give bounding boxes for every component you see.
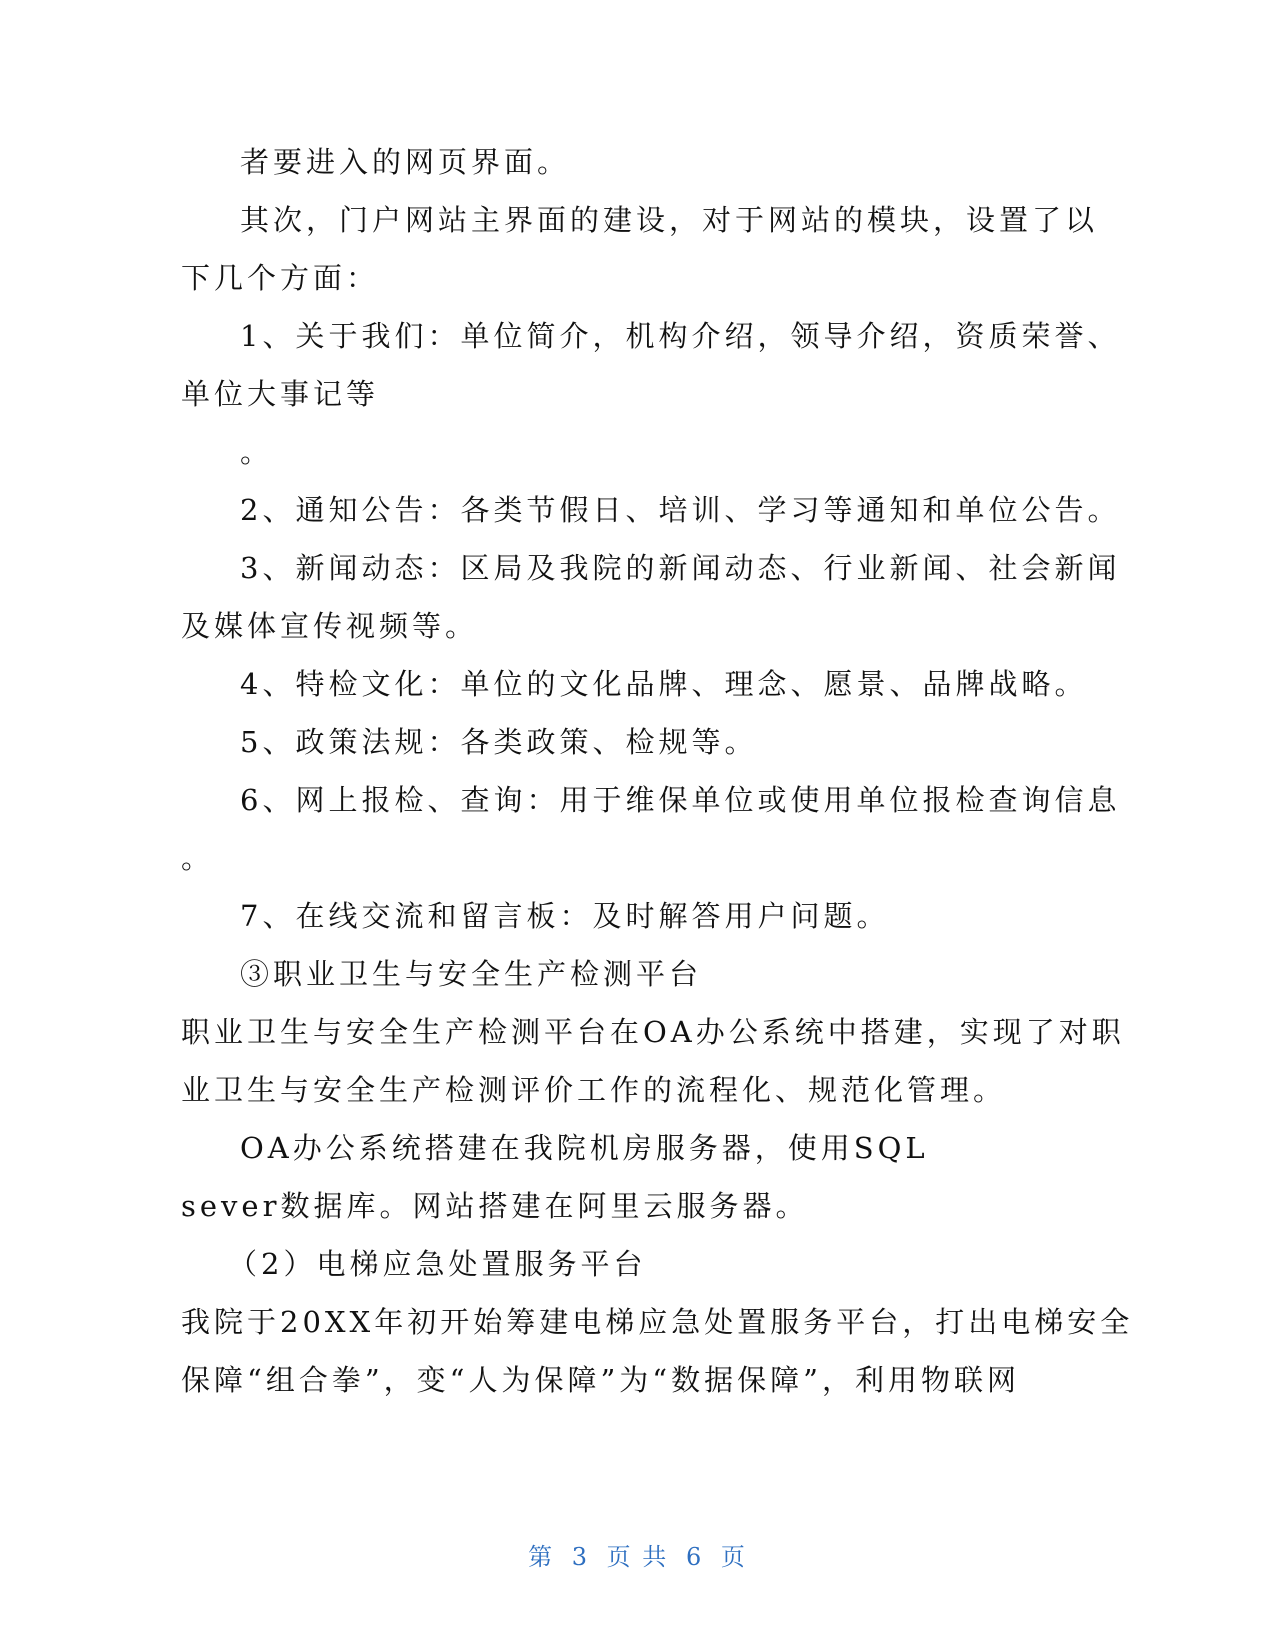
- section-heading: （2）电梯应急处置服务平台: [228, 1247, 647, 1281]
- paragraph-line: 单位大事记等: [181, 377, 380, 411]
- paragraph-line: 及媒体宣传视频等。: [181, 609, 479, 643]
- paragraph-line: 。: [181, 841, 215, 875]
- paragraph-line: OA办公系统搭建在我院机房服务器，使用SQL: [240, 1131, 929, 1165]
- footer-suffix: 页: [720, 1543, 747, 1571]
- paragraph-line: 业卫生与安全生产检测评价工作的流程化、规范化管理。: [181, 1073, 1007, 1107]
- page-footer: [0, 1537, 1275, 1572]
- paragraph-line: 保障“组合拳”，变“人为保障”为“数据保障”，利用物联网: [181, 1363, 1020, 1397]
- list-item: 4、特检文化：单位的文化品牌、理念、愿景、品牌战略。: [240, 667, 1088, 701]
- footer-middle: 页 共: [606, 1543, 669, 1571]
- list-item: 1、关于我们：单位简介，机构介绍，领导介绍，资质荣誉、: [240, 319, 1121, 353]
- paragraph-line: 职业卫生与安全生产检测平台在OA办公系统中搭建，实现了对职: [181, 1015, 1125, 1049]
- footer-prefix: 第: [528, 1543, 555, 1571]
- paragraph-line: 其次，门户网站主界面的建设，对于网站的模块，设置了以: [240, 203, 1099, 237]
- paragraph-line: 我院于20XX年初开始筹建电梯应急处置服务平台，打出电梯安全: [181, 1305, 1134, 1339]
- list-item: 3、新闻动态：区局及我院的新闻动态、行业新闻、社会新闻: [240, 551, 1121, 585]
- paragraph-line: 。: [240, 435, 274, 469]
- paragraph-line: 下几个方面：: [181, 261, 380, 295]
- section-heading: ③职业卫生与安全生产检测平台: [240, 957, 703, 991]
- list-item: 5、政策法规：各类政策、检规等。: [240, 725, 758, 759]
- list-item: 2、通知公告：各类节假日、培训、学习等通知和单位公告。: [240, 493, 1121, 527]
- list-item: 6、网上报检、查询：用于维保单位或使用单位报检查询信息: [240, 783, 1121, 817]
- paragraph-line: 者要进入的网页界面。: [240, 145, 571, 179]
- page-number-current: 3: [571, 1543, 590, 1571]
- page-number-total: 6: [685, 1543, 704, 1571]
- paragraph-line: sever数据库。网站搭建在阿里云服务器。: [181, 1189, 809, 1223]
- list-item: 7、在线交流和留言板：及时解答用户问题。: [240, 899, 890, 933]
